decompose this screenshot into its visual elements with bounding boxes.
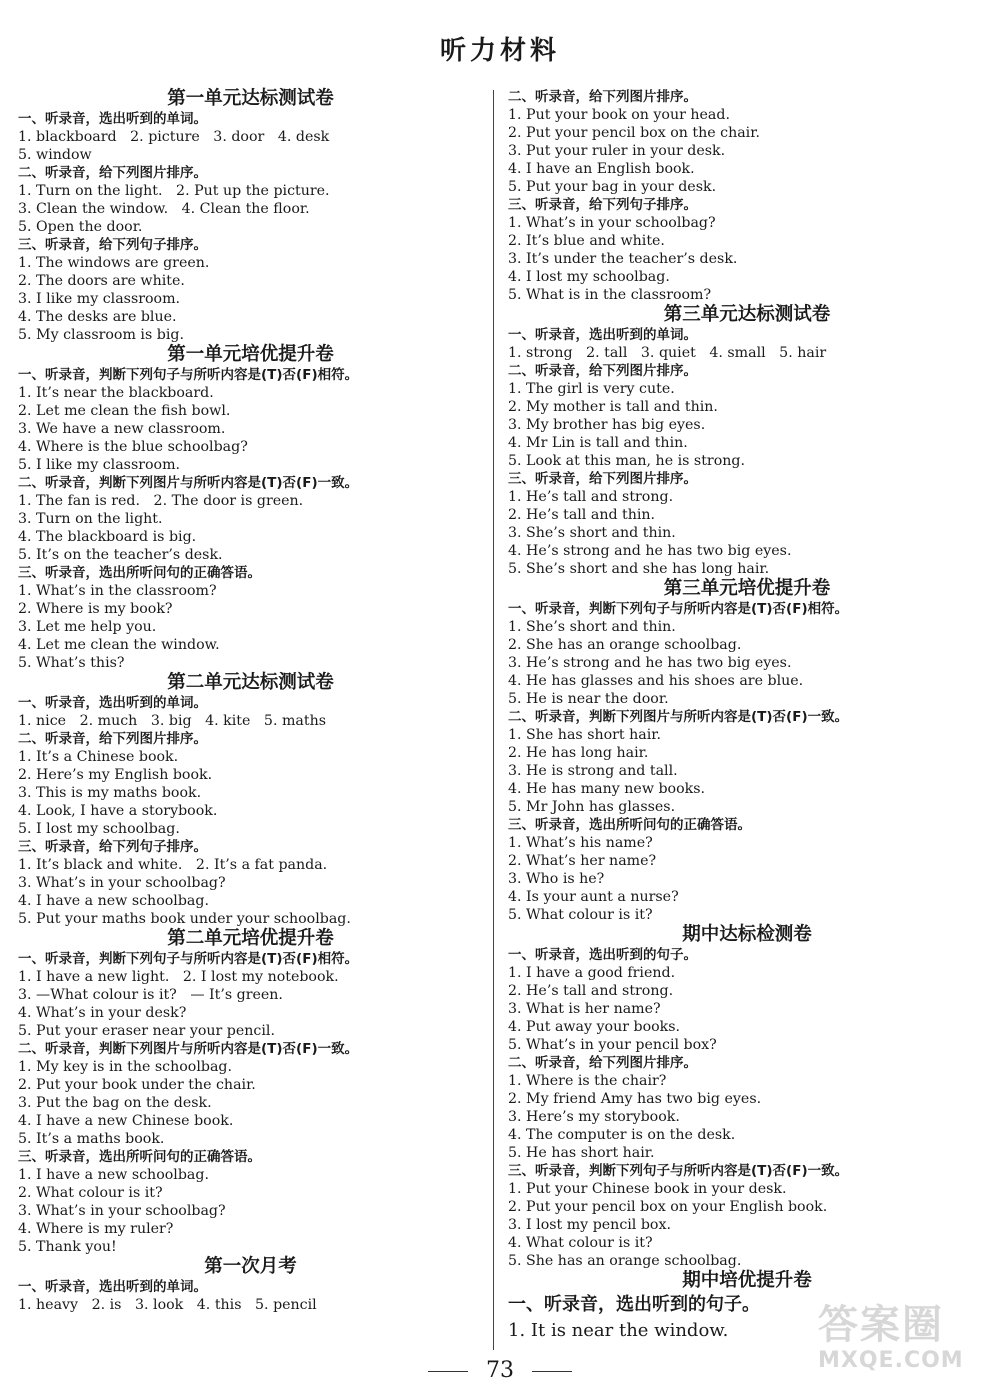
script-line: 4. What’s in your desk? bbox=[18, 1005, 187, 1021]
script-line: 3. Who is he? bbox=[508, 871, 605, 887]
script-line: 4. Put away your books. bbox=[508, 1019, 681, 1035]
page-title: 听力材料 bbox=[439, 36, 560, 66]
script-line: 4. Mr Lin is tall and thin. bbox=[508, 435, 688, 451]
script-line: 1. She has short hair. bbox=[508, 727, 662, 743]
watermark-main: 答案圈 bbox=[818, 1302, 944, 1348]
script-line: 4. He’s strong and he has two big eyes. bbox=[508, 543, 792, 559]
script-line: 2. He’s tall and strong. bbox=[508, 983, 674, 999]
script-line: 5. window bbox=[18, 147, 92, 163]
script-line: 5. What’s this? bbox=[18, 655, 125, 671]
left-column bbox=[18, 88, 483, 1314]
script-line: 2. My mother is tall and thin. bbox=[508, 399, 718, 415]
task-heading: 三、听录音，选出所听问句的正确答语。 bbox=[508, 817, 751, 833]
script-line: 3. I like my classroom. bbox=[18, 291, 181, 307]
script-line: 4. Is your aunt a nurse? bbox=[508, 889, 679, 905]
script-line: 5. Mr John has glasses. bbox=[508, 799, 676, 815]
script-line: 2. What’s her name? bbox=[508, 853, 657, 869]
script-line: 1. It’s near the blackboard. bbox=[18, 385, 214, 401]
test-section bbox=[18, 672, 483, 928]
watermark-sub: MXQE.COM bbox=[818, 1348, 964, 1373]
script-line: 2. Put your pencil box on your English book. bbox=[508, 1199, 828, 1215]
section-title: 期中培优提升卷 bbox=[682, 1270, 812, 1291]
script-line: 1. The girl is very cute. bbox=[508, 381, 675, 397]
script-line: 4. Let me clean the window. bbox=[18, 637, 220, 653]
script-line: 1. What’s in your schoolbag? bbox=[508, 215, 716, 231]
script-line: 4. I have a new schoolbag. bbox=[18, 893, 209, 909]
test-section bbox=[508, 304, 986, 578]
task-heading: 一、听录音，选出听到的单词。 bbox=[18, 1279, 207, 1295]
task-heading: 一、听录音，选出听到的单词。 bbox=[508, 327, 697, 343]
column-divider bbox=[493, 90, 494, 1350]
script-line: 5. Put your maths book under your schoolbag. bbox=[18, 911, 351, 927]
script-line: 1. blackboard 2. picture 3. door 4. desk bbox=[18, 129, 330, 145]
script-line: 5. Thank you! bbox=[18, 1239, 117, 1255]
script-line: 5. It’s on the teacher’s desk. bbox=[18, 547, 223, 563]
task-heading: 二、听录音，判断下列图片与所听内容是(T)否(F)一致。 bbox=[508, 709, 849, 725]
test-section bbox=[508, 88, 986, 304]
script-line: 3. Let me help you. bbox=[18, 619, 157, 635]
section-title: 第二单元达标测试卷 bbox=[167, 672, 334, 693]
task-heading: 二、听录音，给下列图片排序。 bbox=[508, 1055, 697, 1071]
script-line: 4. I lost my schoolbag. bbox=[508, 269, 670, 285]
script-line: 2. What colour is it? bbox=[18, 1185, 163, 1201]
script-line: 5. He has short hair. bbox=[508, 1145, 655, 1161]
script-line: 3. Turn on the light. bbox=[18, 511, 163, 527]
script-line: 1. It’s a Chinese book. bbox=[18, 749, 179, 765]
script-line: 2. The doors are white. bbox=[18, 273, 185, 289]
script-line: 1. Put your Chinese book in your desk. bbox=[508, 1181, 787, 1197]
page-number-dash-right bbox=[532, 1371, 572, 1372]
script-line: 3. It’s under the teacher’s desk. bbox=[508, 251, 738, 267]
script-line: 4. Where is my ruler? bbox=[18, 1221, 174, 1237]
script-line: 3. Clean the window. 4. Clean the floor. bbox=[18, 201, 310, 217]
script-line: 3. Put the bag on the desk. bbox=[18, 1095, 212, 1111]
script-line: 1. Put your book on your head. bbox=[508, 107, 730, 123]
script-line: 3. She’s short and thin. bbox=[508, 525, 676, 541]
test-section bbox=[18, 1256, 483, 1314]
task-heading: 三、听录音，判断下列句子与所听内容是(T)否(F)一致。 bbox=[508, 1163, 849, 1179]
script-line: 2. Put your pencil box on the chair. bbox=[508, 125, 760, 141]
script-line: 2. My friend Amy has two big eyes. bbox=[508, 1091, 762, 1107]
task-heading: 一、听录音，选出听到的单词。 bbox=[18, 111, 207, 127]
script-line: 2. He’s tall and thin. bbox=[508, 507, 656, 523]
task-heading: 三、听录音，给下列句子排序。 bbox=[18, 839, 207, 855]
task-heading: 三、听录音，给下列句子排序。 bbox=[508, 197, 697, 213]
script-line: 4. Where is the blue schoolbag? bbox=[18, 439, 248, 455]
script-line: 2. Let me clean the fish bowl. bbox=[18, 403, 231, 419]
script-line: 1. He’s tall and strong. bbox=[508, 489, 674, 505]
script-line: 5. Open the door. bbox=[18, 219, 143, 235]
script-line: 1. The fan is red. 2. The door is green. bbox=[18, 493, 304, 509]
script-line: 5. Put your bag in your desk. bbox=[508, 179, 717, 195]
script-line: 3. My brother has big eyes. bbox=[508, 417, 706, 433]
script-line: 5. I like my classroom. bbox=[18, 457, 181, 473]
script-line: 3. We have a new classroom. bbox=[18, 421, 226, 437]
task-heading: 一、听录音，选出听到的句子。 bbox=[508, 947, 697, 963]
script-line: 1. She’s short and thin. bbox=[508, 619, 676, 635]
script-line: 5. I lost my schoolbag. bbox=[18, 821, 180, 837]
script-line: 5. Look at this man, he is strong. bbox=[508, 453, 745, 469]
script-line: 1. Where is the chair? bbox=[508, 1073, 667, 1089]
task-heading: 一、听录音，选出听到的句子。 bbox=[508, 1294, 760, 1315]
script-line: 4. The blackboard is big. bbox=[18, 529, 197, 545]
script-line: 4. He has glasses and his shoes are blue. bbox=[508, 673, 804, 689]
script-line: 1. I have a new schoolbag. bbox=[18, 1167, 209, 1183]
script-line: 1. It’s black and white. 2. It’s a fat panda. bbox=[18, 857, 328, 873]
test-section bbox=[508, 924, 986, 1270]
test-section bbox=[18, 88, 483, 344]
right-column bbox=[508, 88, 986, 1344]
task-heading: 一、听录音，选出听到的单词。 bbox=[18, 695, 207, 711]
section-title: 第一次月考 bbox=[204, 1256, 297, 1277]
script-line: 1. The windows are green. bbox=[18, 255, 210, 271]
script-line: 5. Put your eraser near your pencil. bbox=[18, 1023, 275, 1039]
script-line: 2. Here’s my English book. bbox=[18, 767, 213, 783]
task-heading: 二、听录音，判断下列图片与所听内容是(T)否(F)一致。 bbox=[18, 475, 359, 491]
script-line: 3. Here’s my storybook. bbox=[508, 1109, 680, 1125]
test-section bbox=[18, 928, 483, 1256]
script-line: 1. heavy 2. is 3. look 4. this 5. pencil bbox=[18, 1297, 317, 1313]
task-heading: 一、听录音，判断下列句子与所听内容是(T)否(F)相符。 bbox=[508, 601, 849, 617]
script-line: 3. This is my maths book. bbox=[18, 785, 202, 801]
script-line: 1. It is near the window. bbox=[508, 1320, 729, 1341]
script-line: 1. I have a good friend. bbox=[508, 965, 676, 981]
script-line: 1. My key is in the schoolbag. bbox=[18, 1059, 232, 1075]
script-line: 5. My classroom is big. bbox=[18, 327, 184, 343]
script-line: 3. I lost my pencil box. bbox=[508, 1217, 671, 1233]
script-line: 3. He is strong and tall. bbox=[508, 763, 678, 779]
section-title: 第三单元培优提升卷 bbox=[663, 578, 831, 599]
script-line: 2. It’s blue and white. bbox=[508, 233, 665, 249]
task-heading: 二、听录音，给下列图片排序。 bbox=[508, 363, 697, 379]
task-heading: 三、听录音，给下列图片排序。 bbox=[508, 471, 697, 487]
task-heading: 二、听录音，给下列图片排序。 bbox=[508, 89, 697, 105]
script-line: 2. He has long hair. bbox=[508, 745, 649, 761]
task-heading: 二、听录音，给下列图片排序。 bbox=[18, 731, 207, 747]
test-section bbox=[18, 344, 483, 672]
task-heading: 二、听录音，给下列图片排序。 bbox=[18, 165, 207, 181]
section-title: 第一单元培优提升卷 bbox=[167, 344, 334, 365]
section-title: 期中达标检测卷 bbox=[682, 924, 812, 945]
task-heading: 三、听录音，选出所听问句的正确答语。 bbox=[18, 565, 261, 581]
task-heading: 二、听录音，判断下列图片与所听内容是(T)否(F)一致。 bbox=[18, 1041, 359, 1057]
section-title: 第一单元达标测试卷 bbox=[167, 88, 334, 109]
script-line: 4. Look, I have a storybook. bbox=[18, 803, 218, 819]
script-line: 3. —What colour is it? — It’s green. bbox=[18, 987, 283, 1003]
script-line: 4. The computer is on the desk. bbox=[508, 1127, 736, 1143]
script-line: 4. I have a new Chinese book. bbox=[18, 1113, 234, 1129]
test-section bbox=[508, 578, 986, 924]
watermark-logo bbox=[818, 1302, 983, 1392]
script-line: 4. The desks are blue. bbox=[18, 309, 177, 325]
page-number-dash-left bbox=[428, 1371, 468, 1372]
script-line: 3. What’s in your schoolbag? bbox=[18, 875, 226, 891]
page-number-text: 73 bbox=[486, 1358, 514, 1383]
script-line: 5. What is in the classroom? bbox=[508, 287, 712, 303]
script-line: 1. Turn on the light. 2. Put up the picture. bbox=[18, 183, 330, 199]
script-line: 2. Where is my book? bbox=[18, 601, 173, 617]
script-line: 1. strong 2. tall 3. quiet 4. small 5. hair bbox=[508, 345, 827, 361]
script-line: 1. What’s his name? bbox=[508, 835, 653, 851]
task-heading: 三、听录音，给下列句子排序。 bbox=[18, 237, 207, 253]
script-line: 5. What’s in your pencil box? bbox=[508, 1037, 717, 1053]
script-line: 3. What is her name? bbox=[508, 1001, 661, 1017]
task-heading: 一、听录音，判断下列句子与所听内容是(T)否(F)相符。 bbox=[18, 367, 359, 383]
script-line: 3. He’s strong and he has two big eyes. bbox=[508, 655, 792, 671]
script-line: 3. Put your ruler in your desk. bbox=[508, 143, 726, 159]
script-line: 1. nice 2. much 3. big 4. kite 5. maths bbox=[18, 713, 327, 729]
script-line: 1. What’s in the classroom? bbox=[18, 583, 217, 599]
script-line: 1. I have a new light. 2. I lost my notebook. bbox=[18, 969, 339, 985]
script-line: 4. What colour is it? bbox=[508, 1235, 653, 1251]
script-line: 2. She has an orange schoolbag. bbox=[508, 637, 742, 653]
script-line: 3. What’s in your schoolbag? bbox=[18, 1203, 226, 1219]
task-heading: 一、听录音，判断下列句子与所听内容是(T)否(F)相符。 bbox=[18, 951, 359, 967]
script-line: 5. He is near the door. bbox=[508, 691, 669, 707]
script-line: 5. She has an orange schoolbag. bbox=[508, 1253, 742, 1269]
task-heading: 三、听录音，选出所听问句的正确答语。 bbox=[18, 1149, 261, 1165]
script-line: 5. What colour is it? bbox=[508, 907, 653, 923]
section-title: 第二单元培优提升卷 bbox=[167, 928, 334, 949]
script-line: 5. It’s a maths book. bbox=[18, 1131, 165, 1147]
script-line: 4. He has many new books. bbox=[508, 781, 706, 797]
script-line: 5. She’s short and she has long hair. bbox=[508, 561, 770, 577]
script-line: 2. Put your book under the chair. bbox=[18, 1077, 256, 1093]
section-title: 第三单元达标测试卷 bbox=[663, 304, 831, 325]
script-line: 4. I have an English book. bbox=[508, 161, 695, 177]
